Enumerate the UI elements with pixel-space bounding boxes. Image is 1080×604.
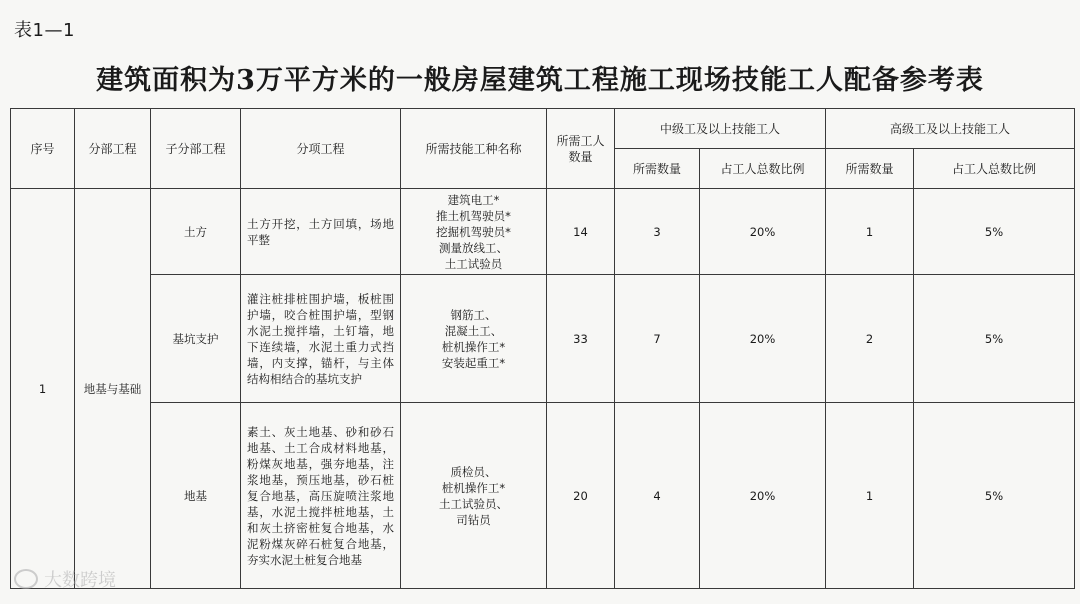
trade-item: 桩机操作工* (441, 339, 506, 354)
row-total: 14 (547, 189, 615, 275)
row-total: 33 (547, 275, 615, 403)
trade-item: 桩机操作工* (441, 480, 506, 495)
row-trades (401, 403, 547, 589)
row-mid-count: 3 (615, 189, 700, 275)
row-items: 土方开挖，土方回填，场地平整 (241, 189, 401, 275)
trade-item: 推土机驾驶员* (436, 208, 511, 223)
row-senior-ratio: 5% (914, 189, 1075, 275)
row-mid-count: 7 (615, 275, 700, 403)
row-mid-ratio: 20% (700, 403, 826, 589)
skilled-worker-table (10, 108, 1075, 589)
trade-item: 土工试验员 (444, 256, 503, 271)
header-seq: 序号 (11, 109, 75, 189)
header-division: 分部工程 (75, 109, 151, 189)
trade-item: 钢筋工、 (450, 307, 497, 322)
header-subdivision: 子分部工程 (151, 109, 241, 189)
trade-item: 混凝土工、 (444, 323, 503, 338)
row-subdivision: 土方 (151, 189, 241, 275)
table-row (11, 189, 1075, 275)
header-mid-ratio: 占工人总数比例 (700, 149, 826, 189)
watermark (14, 566, 116, 592)
row-total: 20 (547, 403, 615, 589)
camera-logo-icon (14, 569, 38, 589)
header-senior-count: 所需数量 (826, 149, 914, 189)
row-trades (401, 275, 547, 403)
group-seq: 1 (11, 189, 75, 589)
trade-item: 测量放线工、 (439, 240, 508, 255)
trade-item: 建筑电工* (447, 192, 500, 207)
row-items: 素土、灰土地基、砂和砂石地基、土工合成材料地基，粉煤灰地基，强夯地基，注浆地基，预压地基，砂石桩复合地基，高压旋喷注浆地基，水泥土搅拌桩地基，土和灰土挤密桩复合地基，水泥粉煤灰碎石桩复合地基，夯实水泥土桩复合地基 (241, 403, 401, 589)
group-division: 地基与基础 (75, 189, 151, 589)
trade-item: 挖掘机驾驶员* (436, 224, 511, 239)
row-senior-count: 1 (826, 189, 914, 275)
row-senior-ratio: 5% (914, 403, 1075, 589)
header-senior: 高级工及以上技能工人 (826, 109, 1075, 149)
header-total: 所需工人数量 (547, 109, 615, 189)
trade-item: 土工试验员、 (439, 496, 508, 511)
row-trades (401, 189, 547, 275)
trade-item: 质检员、 (450, 464, 497, 479)
table-number-label: 表1—1 (14, 20, 75, 41)
table-row (11, 275, 1075, 403)
row-subdivision: 基坑支护 (151, 275, 241, 403)
watermark-text: 大数跨境 (44, 570, 116, 591)
row-senior-count: 1 (826, 403, 914, 589)
row-mid-ratio: 20% (700, 275, 826, 403)
header-item: 分项工程 (241, 109, 401, 189)
header-senior-ratio: 占工人总数比例 (914, 149, 1075, 189)
row-subdivision: 地基 (151, 403, 241, 589)
document-title: 建筑面积为3万平方米的一般房屋建筑工程施工现场技能工人配备参考表 (96, 65, 984, 96)
table-row (11, 403, 1075, 589)
trade-item: 安装起重工* (441, 355, 506, 370)
header-intermediate: 中级工及以上技能工人 (615, 109, 826, 149)
row-senior-count: 2 (826, 275, 914, 403)
header-mid-count: 所需数量 (615, 149, 700, 189)
row-mid-count: 4 (615, 403, 700, 589)
row-senior-ratio: 5% (914, 275, 1075, 403)
row-mid-ratio: 20% (700, 189, 826, 275)
header-trades: 所需技能工种名称 (401, 109, 547, 189)
trade-item: 司钻员 (456, 512, 491, 527)
row-items: 灌注桩排桩围护墙，板桩围护墙，咬合桩围护墙，型钢水泥土搅拌墙，土钉墙，地下连续墙，水泥土重力式挡墙，内支撑，锚杆，与主体结构相结合的基坑支护 (241, 275, 401, 403)
